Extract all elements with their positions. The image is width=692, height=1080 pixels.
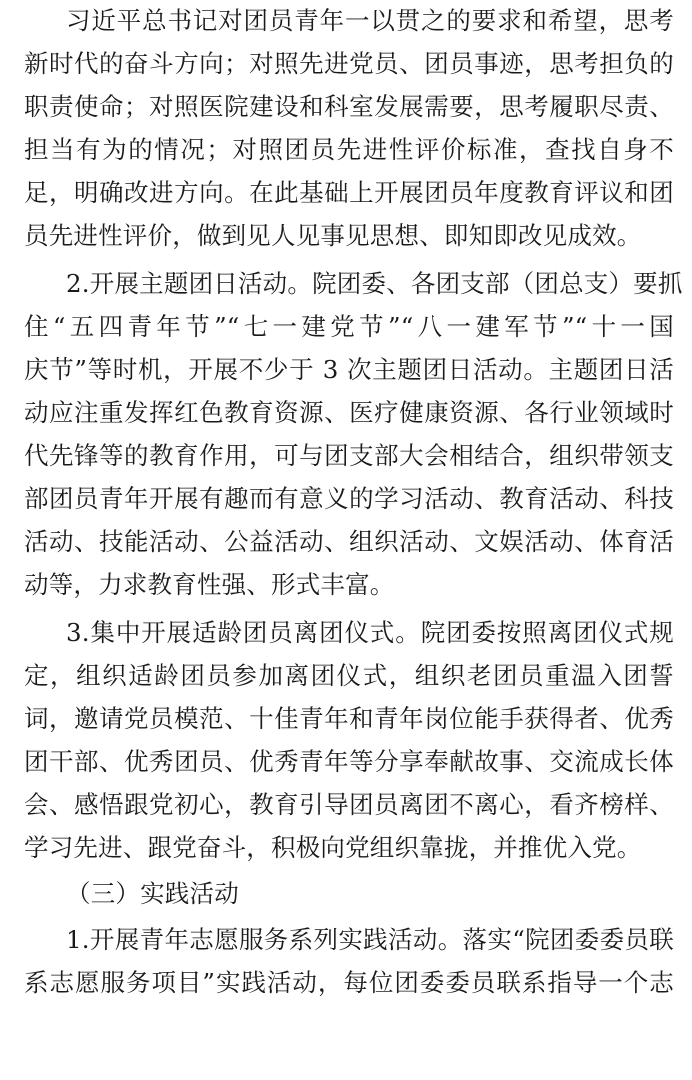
paragraph-line: 动等，力求教育性强、形式丰富。 [24,570,395,599]
paragraph-line: 1.开展青年志愿服务系列实践活动。落实“院团委委员联 [66,925,674,954]
paragraph-line: 动应注重发挥红色教育资源、医疗健康资源、各行业领域时 [24,398,674,427]
paragraph-line: 团干部、优秀团员、优秀青年等分享奉献故事、交流成长体 [24,747,674,776]
paragraph-line: 员先进性评价，做到见人见事见思想、即知即改见成效。 [24,221,642,250]
paragraph-line: 系志愿服务项目”实践活动，每位团委委员联系指导一个志 [24,968,674,997]
paragraph-line: 定，组织适龄团员参加离团仪式，组织老团员重温入团誓 [24,661,674,690]
paragraph-line: 职责使命；对照医院建设和科室发展需要，思考履职尽责、 [24,92,674,121]
paragraph-line: 足，明确改进方向。在此基础上开展团员年度教育评议和团 [24,178,674,207]
paragraph-line: 部团员青年开展有趣而有意义的学习活动、教育活动、科技 [24,484,674,513]
paragraph-line: 3.集中开展适龄团员离团仪式。院团委按照离团仪式规 [66,618,674,647]
paragraph-line: 活动、技能活动、公益活动、组织活动、文娱活动、体育活 [24,527,674,556]
paragraph-line: 代先锋等的教育作用，可与团支部大会相结合，组织带领支 [24,441,674,470]
paragraph-line: 新时代的奋斗方向；对照先进党员、团员事迹，思考担负的 [24,49,674,78]
paragraph-line: 住“五四青年节”“七一建党节”“八一建军节”“十一国 [24,312,674,341]
paragraph-line: 词，邀请党员模范、十佳青年和青年岗位能手获得者、优秀 [24,704,674,733]
paragraph-line: 会、感悟跟党初心，教育引导团员离团不离心，看齐榜样、 [24,790,674,819]
paragraph-line: 习近平总书记对团员青年一以贯之的要求和希望，思考 [66,6,674,35]
paragraph-line: 学习先进、跟党奋斗，积极向党组织靠拢，并推优入党。 [24,833,642,862]
paragraph-line: 2.开展主题团日活动。院团委、各团支部（团总支）要抓 [66,269,683,298]
section-heading: （三）实践活动 [66,879,239,908]
paragraph-line: 庆节”等时机，开展不少于 3 次主题团日活动。主题团日活 [24,355,674,384]
paragraph-line: 担当有为的情况；对照团员先进性评价标准，查找自身不 [24,135,674,164]
